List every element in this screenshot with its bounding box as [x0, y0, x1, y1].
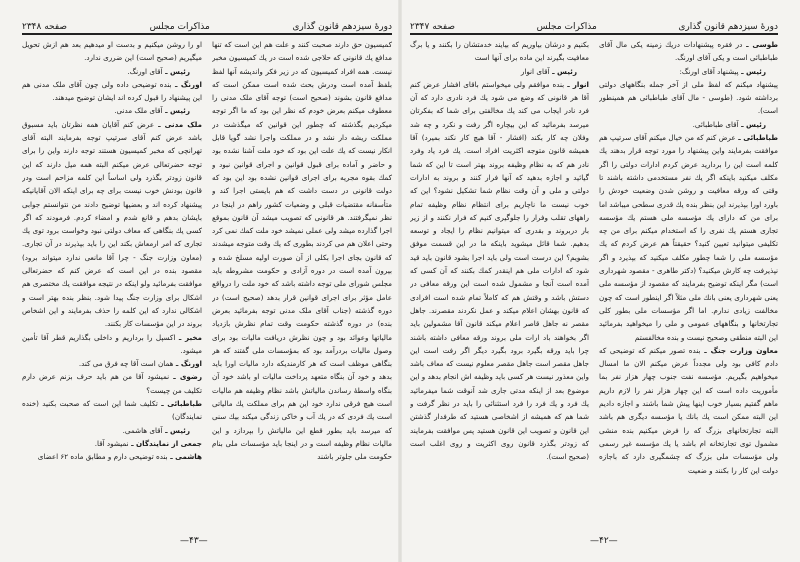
speech-text: آقای انوار: [520, 66, 550, 76]
speech-text: بنده توضیحی دارم و مطابق ماده ۶۲ اعضای: [37, 452, 168, 462]
paragraph: [599, 78, 778, 118]
paragraph: [599, 344, 778, 477]
speech-text: نمیشود آقا.: [94, 438, 129, 448]
paragraph: [410, 38, 589, 65]
header-title: مذاکرات مجلس: [149, 22, 210, 32]
paragraph: [22, 118, 202, 331]
column-right: [22, 38, 202, 532]
speaker-name: انوار ـ: [564, 79, 589, 89]
paragraph: [22, 65, 202, 78]
speech-text: در فقره پیشنهادات دریك زمینه یکی مال آقای طباطبائی است و یکی آقای اورنگ.: [599, 40, 778, 63]
column-right: [410, 38, 589, 532]
paragraph: [22, 104, 202, 117]
speech-text: بنده توضیحی داده ولی چون آقای ملک مدنی هم این پیشنهاد را قبول کرده اند ایشان توضیح میدهند.: [22, 79, 202, 103]
speech-text: عرض کنم که من خیال میکنم آقای سرتیپ هم موافقت بفرمایند واین پیشنهاد را مورد توجه قرار بدهند یك کلمه است این را بردارید عرض کردم ادارات دولتی را اگر مکلف میکنید باینکه اگر یك نفر مستخدمی داشته باشند تا وقتی که ورقه معافیت و روشن شدن وضعیت خودش را باورد اورا بپذیرند این بنظر بنده یك قدری سطحی میباشد اما برای من که دارای یك مؤسسه ملی هستم یك مؤسسه تجاری هستم یك نفری را که استخدام میکنم برای من چه تکلیفی میتوانید تعیین کنید؟ حقیقتاً هم عرض کردم که یك مؤسسه ملی را شما چطور مکلف میکنید که بپذیرد و اگر نپذیرفت چه کارش میکنید؟ (دکتر طاهری - مقصود شهرداری است) مگر اینکه توضیح بفرمایند که مقصود از مؤسسه ملی یعنی شهرداری یعنی بانك ملی مثلاً اگر اینطور است که چون مخالفت زیادی ندارم. اما اگر مؤسسات ملی بطور کلی تجارتخانها و بنگاههای عمومی و ملی را میخواهید بفرمائید این البته منطقی وصحیح نیست و بنده مخالفستم: [599, 133, 778, 342]
page-number: —۴۳—: [180, 536, 208, 546]
paragraph: [22, 397, 202, 424]
session-label: دورهٔ سیزدهم قانون گذاری: [292, 22, 392, 32]
speech-text: آقای طباطبائی.: [692, 119, 739, 129]
paragraph: [22, 370, 202, 397]
page-label: صفحه ۲۳۴۸: [22, 22, 68, 32]
speaker-name: اورنگ ـ: [171, 79, 202, 89]
paragraph: [22, 78, 202, 105]
speech-text: آقای ملک مدنی.: [114, 106, 163, 116]
right-page: [400, 0, 800, 562]
speech-text: نمیشود آقا من هم باید حرف بزنم عرض دارم تکلیف من چیست؟: [22, 372, 202, 395]
speech-text: آقای هاشمی.: [122, 425, 163, 435]
paragraph: [22, 38, 202, 65]
speaker-name: رئیس ـ: [162, 66, 190, 76]
column-left: [212, 38, 392, 532]
page-number: —۴۲—: [590, 536, 618, 546]
speech-text: بنده موافقم ولی میخواستم باقای افشار عرض کنم آقا هر قانونی که وضع می شود یك فرد نادری دارد که آن فرد نادر ایجاب می کند یك مخالفتی برای شما که بفکرتان میرسد بفرمائید که این بیچاره اگر رفت و نکرد و چه شد وفلان چه کار بکند (افشار - آقا هیچ کار نکند بمیرد) آقا همیشه قانون متوجه اکثریت افراد است. یك فرد یاد وفرد نادر هم که به نظام وظیفه بروند بهتر است تا این که شما گیائید و اجازه بدهید که آنها فرار کنند و بروند به ادارات دولتی و ملی و آن وقت نظام شما تشکیل نشود؟ این که خوب نیست ما ناچاریم برای انتظام نظام وظیفه تمام راههای تقلب وفرار را جلوگیری کنیم که فرار نکنند و از زیر بار دربروند و بقدری که میتوانیم نظام را ایجاد و توسعه بدهیم. شما قائل میشوید باینکه ما در این قسمت موفق بشویم؟ این درست است ولی باید اجرا بشود قانون باید قید شود که ادارات ملی هم اینقدر کمك بکنند که آن کسی که آمده است آنجا و مشمول شده است این ورقه معافی در دستش باشد و وقتش هم که کاملاً تمام شده است افرادی که قانون بهشان اعلام میکند و عمل نکردند مقصرند. جاهل مقصر نه جاهل قاصر اعلام میکند قانون آقا مشمولین باید اگر بخواهند باد ارات ملی بروند ورقه معافی داشته باشند چرا باید ورقه بگیرد برود بگیرد دیگر اگر رفت است این جاهل مقصر است جاهل مقصر معلوم نیست که معاف باشد واین معذور نیست هر کسی باید وظیفه اش انجام بدهد و این موضوع بعد از اینکه مدتی جاری شد آنوقت شما میفرمائید یك فرد و یك فرد را فرد استثنائی را باید در نظر گرفت و شما هم که همیشه از اشخاصی هستید که طرفدار گذشتن این قانون و تصویب این قانون هستید پس موافقت بفرمایند که زودتر بگذرد قانون روی اکثریت و روی اغلب است (صحیح است).: [410, 79, 589, 462]
speaker-name: اورنگ ـ: [173, 359, 202, 369]
paragraph: [410, 65, 589, 78]
header-rule: [22, 33, 392, 35]
speech-text: بنده تصور میکنم که توضیحی که دادم کافی بود ولی مجدداً عرض میکنم الان ما امسال میخواهیم بگیریم. مؤسسه نفت جنوب چهار هزار نفر بما مأموریت داده است که این چهار هزار نفر را لازم داریم ماهم گفتیم بسیار خوب اینها پیش شما باشند و اجازه دادیم این البته ممکن است یك بانك یا مؤسسه دیگری هم باشد البته تجارتخانهای بزرگ که را فرض میکنیم بنده منشی مشمول توی تجارتخانه ام باشد یا یك مؤسسه غیر رسمی ولی مؤسسات ملی بزرگ که چشمگیری دارد که باجازه دولت این کار را بکنند و ضعیت: [599, 345, 778, 475]
speaker-name: هاشمی ـ: [167, 452, 202, 462]
paragraph: [599, 65, 778, 78]
header-rule: [410, 33, 778, 35]
paragraph: [410, 78, 589, 464]
column-left: [599, 38, 778, 532]
paragraph: [22, 357, 202, 370]
speaker-name: ملک مدنی ـ: [154, 119, 202, 129]
speech-text: آقای اورنگ.: [127, 66, 163, 76]
paragraph: [22, 437, 202, 450]
left-page-columns: [22, 38, 392, 532]
speech-text: همان است آقا چه فرق می کند.: [78, 359, 174, 369]
speech-text: کمیسیون حق دارند صحبت کنند و علت هم این است که تنها مدافع یك قانونی که حلاجی شده است در یك کمیسیون مخبر نیست. همه افراد کمیسیون که در زیر فکر واندیشه آنها لفظ بلفظ آمده است ودرش بحث شده است ممکن است که مدافع قانون بشوند (صحیح است) توجه آقای ملک مدنی را معطوف میکنم بعرض خودم که نظر این بود که ما اگر توجه میکردیم بگذشته که چطور این قوانین که میگذشت در مملکت ریشه دار نشد و در مملکت واجرا نشد گویا قابل انکار نیست که یك علت این بود که خود ملت آشنا نشده بود و حاضر و آماده برای قبول قوانین و اجرای قوانین نبود و کمك بقوه مجریه برای اجرای قوانین نشده بود این بود که دولت قانونی در دست داشت که هم بایستی اجرا کند و متأسفانه مقتضیات قبلی و وضعیات کشور راهم در اینجا در نظر نمیگرفتند. هر قانونی که تصویب میشد آن قانون بموقع اجرا گذارده میشد ولی عملی نمیشد خود ملت کمك نمی کرد وحتی اعلان هم می کردند بطوری که یك وقت متوجه میشدند که قانون بجای اجرا بکلی از آن صورت اولیه مسلخ شده و بیرون آمده است در دوره آزادی و حکومت مشروطه باید مجلس شورای ملی توجه داشته باشد که خود ملت را درواقع عامل مؤثر برای اجرای قوانین قرار بدهد (صحیح است) در دوره گذشته (جناب آقای ملک مدنی توجه بفرمائید بعرض بنده) در دوره گذشته حکومت وقت تمام نظرش بازدیاد مالیاتها وعوائد بود و چون نظرش دریافت مالیات بود برای وصول مالیات بردرآمد بود که بمؤسسات ملی گفتند که هر بنگاهی موظف است که هر کارمندیکه دارد مالیات اورا باید بدهد و خود آن بنگاه متعهد پرداخت مالیات او باشد خود آن بنگاه واسطهٔ رساندن مالیاتش باشد نظام وظیفه هم مالیات است هیچ فرقی ندارد خود این هم برای مملکت یك مالیاتی است یك فردی که در یك آب و خاکی زندگی میکند بیك سنی که میرسد باید بطور قطع این مالیاتش را بپردازد و این مالیات نظام وظیفه است و در اینجا باید مؤسسات ملی بنام حکومت ملی جلوتر باشند: [212, 40, 392, 462]
paragraph: [599, 131, 778, 344]
speech-text: عرض کنم آقایان همه نظرتان باید مسبوق باشد عرض کنم آقای سرتیپ توجه بفرمایند البته آقای تهرانچی که مخبر کمیسیون هستند توجه دارند واین را برای توجه حضرتعالی عرض میکنم البته همه میل دارند که این قانون زودتر بگذرد ولی اساساً این کلمه مزاحم است ودر قانون بودنش خوب نیست برای چه برای اینکه الان آقایانیکه پیشنهاد کرده اند و بعضیها توضیح دادند من نتوانستم جوابی بایشان بدهم و قانع شدم و امضاء کردم. فرمودند که اگر کسی یك بنگاهی که معاف دولتی نبود وخواست برود توی یك تجاری که امر ارمعاش بکند این را باید بپذیرند در آن تجاری. (معاون وزارت جنگ - چرا آقا مانعی ندارد میتواند برود) مقصود بنده در این است که عرض کنم که حضرتعالی موافقت بفرمائید ولو اینکه در نتیجه موافقت یك مختصری هم اشکال برای وزارت جنگ پیدا شود. بنظر بنده بهتر است و اشکالی ندارد که این کلمه را حذف بفرمایند و این اشخاص بروند در این مؤسسات کار بکنند.: [22, 119, 202, 329]
speaker-name: جمعی از نمایندگان ـ: [128, 438, 202, 448]
speaker-name: طباطبائی ـ: [157, 399, 202, 409]
speaker-name: رئیس ـ: [162, 425, 190, 435]
paragraph: [599, 38, 778, 65]
speaker-name: طباطبائی ـ: [735, 133, 778, 143]
speaker-name: رئیس ـ: [738, 66, 766, 76]
paragraph: [22, 450, 202, 463]
speech-text: او را روشن میکنیم و بدست او میدهیم بعد هم ازش تحویل میگیریم (صحیح است) این ضرری ندارد.: [22, 40, 202, 63]
right-page-header: [410, 16, 778, 32]
speaker-name: رئیس ـ: [549, 66, 577, 76]
right-page-columns: [410, 38, 778, 532]
page-label: صفحه ۲۳۴۷: [410, 22, 456, 32]
speaker-name: رضوی ـ: [169, 372, 202, 382]
speaker-name: طوسی ـ: [742, 40, 778, 49]
paragraph: [599, 118, 778, 131]
speech-text: پیشنهاد میکنم که لفظ ملی از آخر جمله بنگاههای دولتی برداشته شود. (طوسی - مال آقای طباطبائی هم همینطور است).: [599, 79, 778, 116]
speech-text: تکلیف شما این است که صحبت بکنید (خنده نمایندگان): [22, 399, 202, 422]
speaker-name: معاون وزارت جنگ ـ: [700, 345, 778, 355]
paragraph: [22, 424, 202, 437]
header-title: مذاکرات مجلس: [536, 22, 597, 32]
speech-text: بکنیم و درشان بیاوریم که بیایند خدمتشان را بکنند و یا برگ معافیت بگیرند این ماده برای آنها است: [410, 40, 589, 63]
speaker-name: رئیس ـ: [162, 106, 190, 116]
paragraph: [22, 331, 202, 358]
left-page-header: [22, 16, 392, 32]
paragraph: [212, 38, 392, 464]
speaker-name: رئیس ـ: [738, 119, 766, 129]
session-label: دورهٔ سیزدهم قانون گذاری: [678, 22, 778, 32]
speech-text: اکسپل را برداریم و داخلی بگذاریم قطر آقا تأمین میشود.: [22, 332, 202, 355]
speaker-name: مخبر ـ: [175, 332, 202, 342]
speech-text: پیشنهاد آقای اورنگ:: [679, 66, 739, 76]
